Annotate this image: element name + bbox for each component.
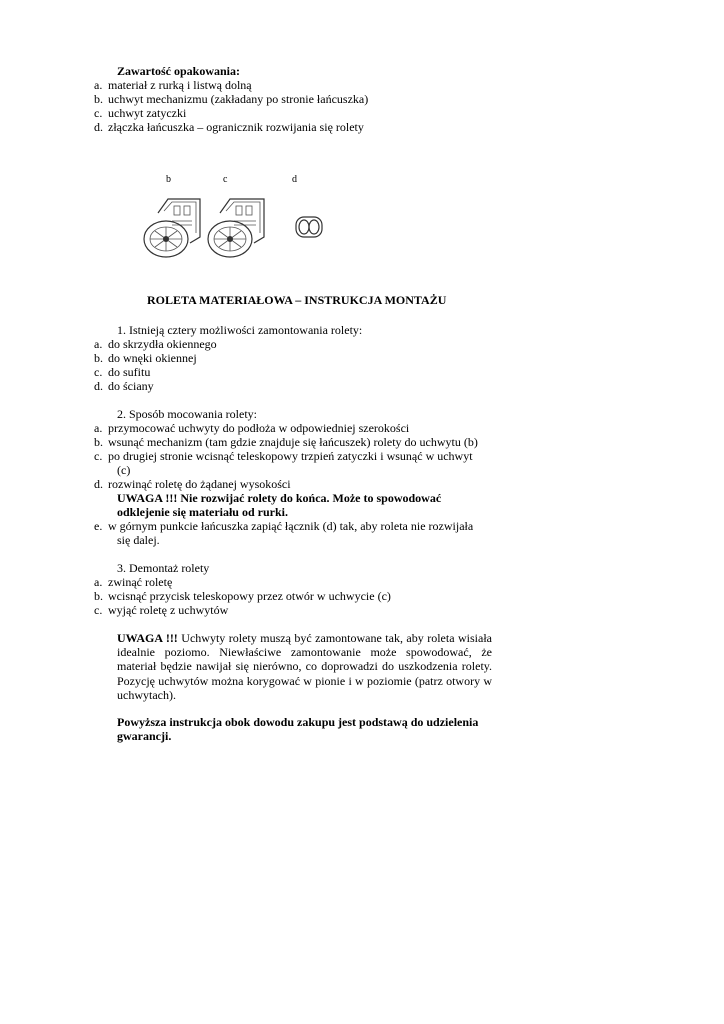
section1-item-d: d. do ściany	[94, 379, 154, 393]
bracket-b-drawing	[144, 199, 200, 257]
section1-item-a: a. do skrzydła okiennego	[94, 337, 217, 351]
section2-item-a: a. przymocować uchwyty do podłoża w odpowiedniej szerokości	[94, 421, 410, 435]
section2-item-b: b. wsunąć mechanizm (tam gdzie znajduje się łańcuszek) rolety do uchwytu (b)	[94, 435, 478, 449]
package-item-c: c. uchwyt zatyczki	[94, 106, 187, 120]
section2-item-d: d. rozwinąć roletę do żądanej wysokości	[94, 477, 291, 491]
section2-warning-line2: odklejenie się materiału od rurki.	[117, 505, 288, 519]
mounting-warning-text: Uchwyty rolety muszą być zamontowane tak, aby roleta wisiała idealnie poziomo. Niewłaściwe zamontowanie może spowodować, że materiał będzie nawijał się nierówno, co doprowadzi do uszkodzenia rolety. Pozycję uchwytów można korygować w pionie i w poziomie (patrz otwory w uchwytach).	[117, 631, 493, 702]
section3-item-c: c. wyjąć roletę z uchwytów	[94, 603, 229, 617]
section2-warning-line1: UWAGA !!! Nie rozwijać rolety do końca. Może to spowodować	[117, 491, 442, 505]
bracket-c-drawing	[208, 199, 264, 257]
brackets-illustration	[138, 195, 328, 265]
figure-label-d: d	[292, 174, 297, 185]
section2-title: 2. Sposób mocowania rolety:	[117, 407, 257, 421]
chain-connector-d-drawing	[296, 217, 322, 237]
section3-item-a: a. zwinąć roletę	[94, 575, 173, 589]
section2-item-e: e. w górnym punkcie łańcuszka zapiąć łącznik (d) tak, aby roleta nie rozwijała	[94, 519, 474, 533]
section3-title: 3. Demontaż rolety	[117, 561, 210, 575]
mounting-warning-paragraph	[117, 631, 492, 702]
section3-item-b: b. wcisnąć przycisk teleskopowy przez otwór w uchwycie (c)	[94, 589, 391, 603]
section1-item-c: c. do sufitu	[94, 365, 151, 379]
figure-label-b: b	[166, 174, 171, 185]
section1-title: 1. Istnieją cztery możliwości zamontowania rolety:	[117, 323, 363, 337]
figure-label-c: c	[223, 174, 228, 185]
section2-item-c-continuation: (c)	[117, 463, 131, 477]
package-item-a: a. materiał z rurką i listwą dolną	[94, 78, 252, 92]
mounting-warning-label: UWAGA !!!	[117, 631, 178, 645]
package-item-b: b. uchwyt mechanizmu (zakładany po stronie łańcuszka)	[94, 92, 369, 106]
section2-item-e-continuation: się dalej.	[117, 533, 160, 547]
package-title: Zawartość opakowania:	[117, 64, 241, 78]
section1-item-b: b. do wnęki okiennej	[94, 351, 197, 365]
warranty-note: Powyższa instrukcja obok dowodu zakupu jest podstawą do udzielenia gwarancji.	[117, 715, 479, 744]
package-item-d: d. złączka łańcuszka – ogranicznik rozwijania się rolety	[94, 120, 364, 134]
instruction-heading: ROLETA MATERIAŁOWA – INSTRUKCJA MONTAŻU	[147, 293, 447, 307]
section2-item-c: c. po drugiej stronie wcisnąć teleskopowy trzpień zatyczki i wsunąć w uchwyt	[94, 449, 473, 463]
